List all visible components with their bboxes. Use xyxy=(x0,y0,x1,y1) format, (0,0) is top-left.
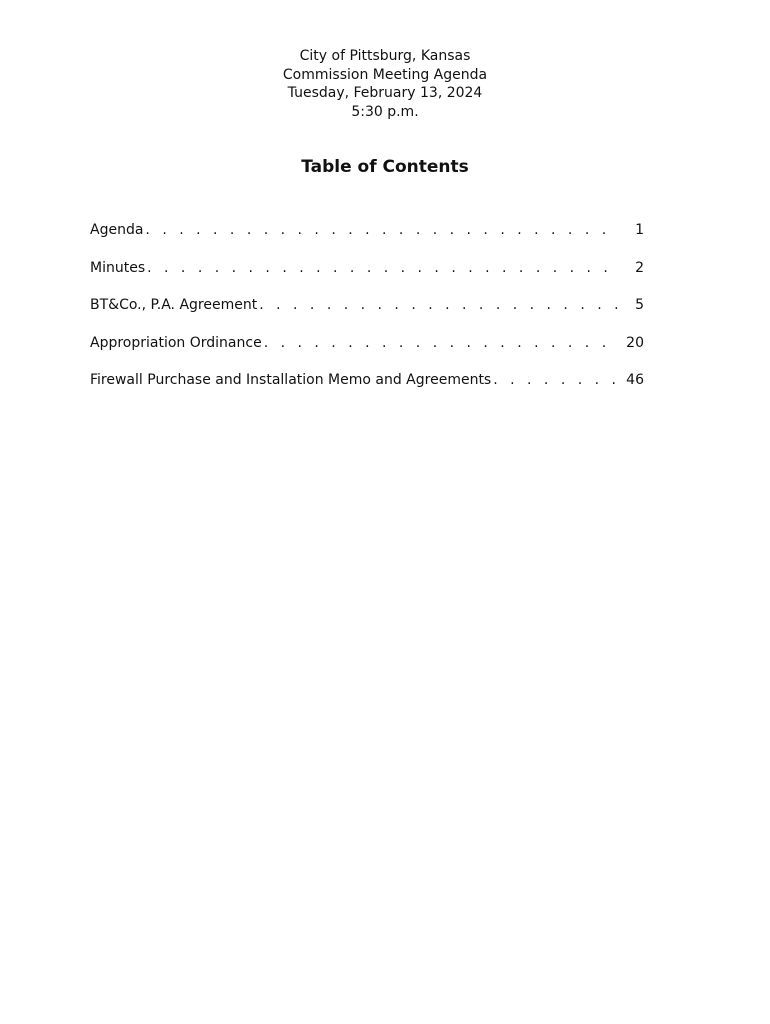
dot-leader xyxy=(147,258,620,278)
toc-entry-page: 20 xyxy=(626,334,644,351)
toc-entry-appropriation-ordinance[interactable] xyxy=(90,333,644,371)
dot-leader xyxy=(264,333,620,353)
toc-entry-label: Minutes xyxy=(90,259,146,276)
toc-entry-label: Appropriation Ordinance xyxy=(90,334,262,351)
toc-title: Table of Contents xyxy=(301,157,469,177)
toc-entry-page: 1 xyxy=(635,222,644,238)
table-of-contents xyxy=(90,220,644,408)
toc-entry-label: Firewall Purchase and Installation Memo and Agreements xyxy=(90,372,492,388)
toc-entry-page: 46 xyxy=(626,372,644,388)
dot-leader xyxy=(493,370,620,390)
document-header xyxy=(0,47,770,121)
toc-entry-firewall-purchase[interactable] xyxy=(90,370,644,408)
toc-entry-label: BT&Co., P.A. Agreement xyxy=(90,297,258,313)
header-date: Tuesday, February 13, 2024 xyxy=(287,85,483,101)
header-city: City of Pittsburg, Kansas xyxy=(299,48,471,64)
dot-leader xyxy=(145,220,620,240)
dot-leader xyxy=(259,295,620,315)
toc-entry-agenda[interactable] xyxy=(90,220,644,258)
toc-entry-page: 2 xyxy=(635,259,644,276)
toc-entry-minutes[interactable] xyxy=(90,258,644,296)
toc-entry-page: 5 xyxy=(635,297,644,313)
toc-entry-btco-agreement[interactable] xyxy=(90,295,644,333)
header-meeting-type: Commission Meeting Agenda xyxy=(282,66,488,83)
toc-entry-label: Agenda xyxy=(90,222,144,238)
header-time: 5:30 p.m. xyxy=(351,103,419,120)
